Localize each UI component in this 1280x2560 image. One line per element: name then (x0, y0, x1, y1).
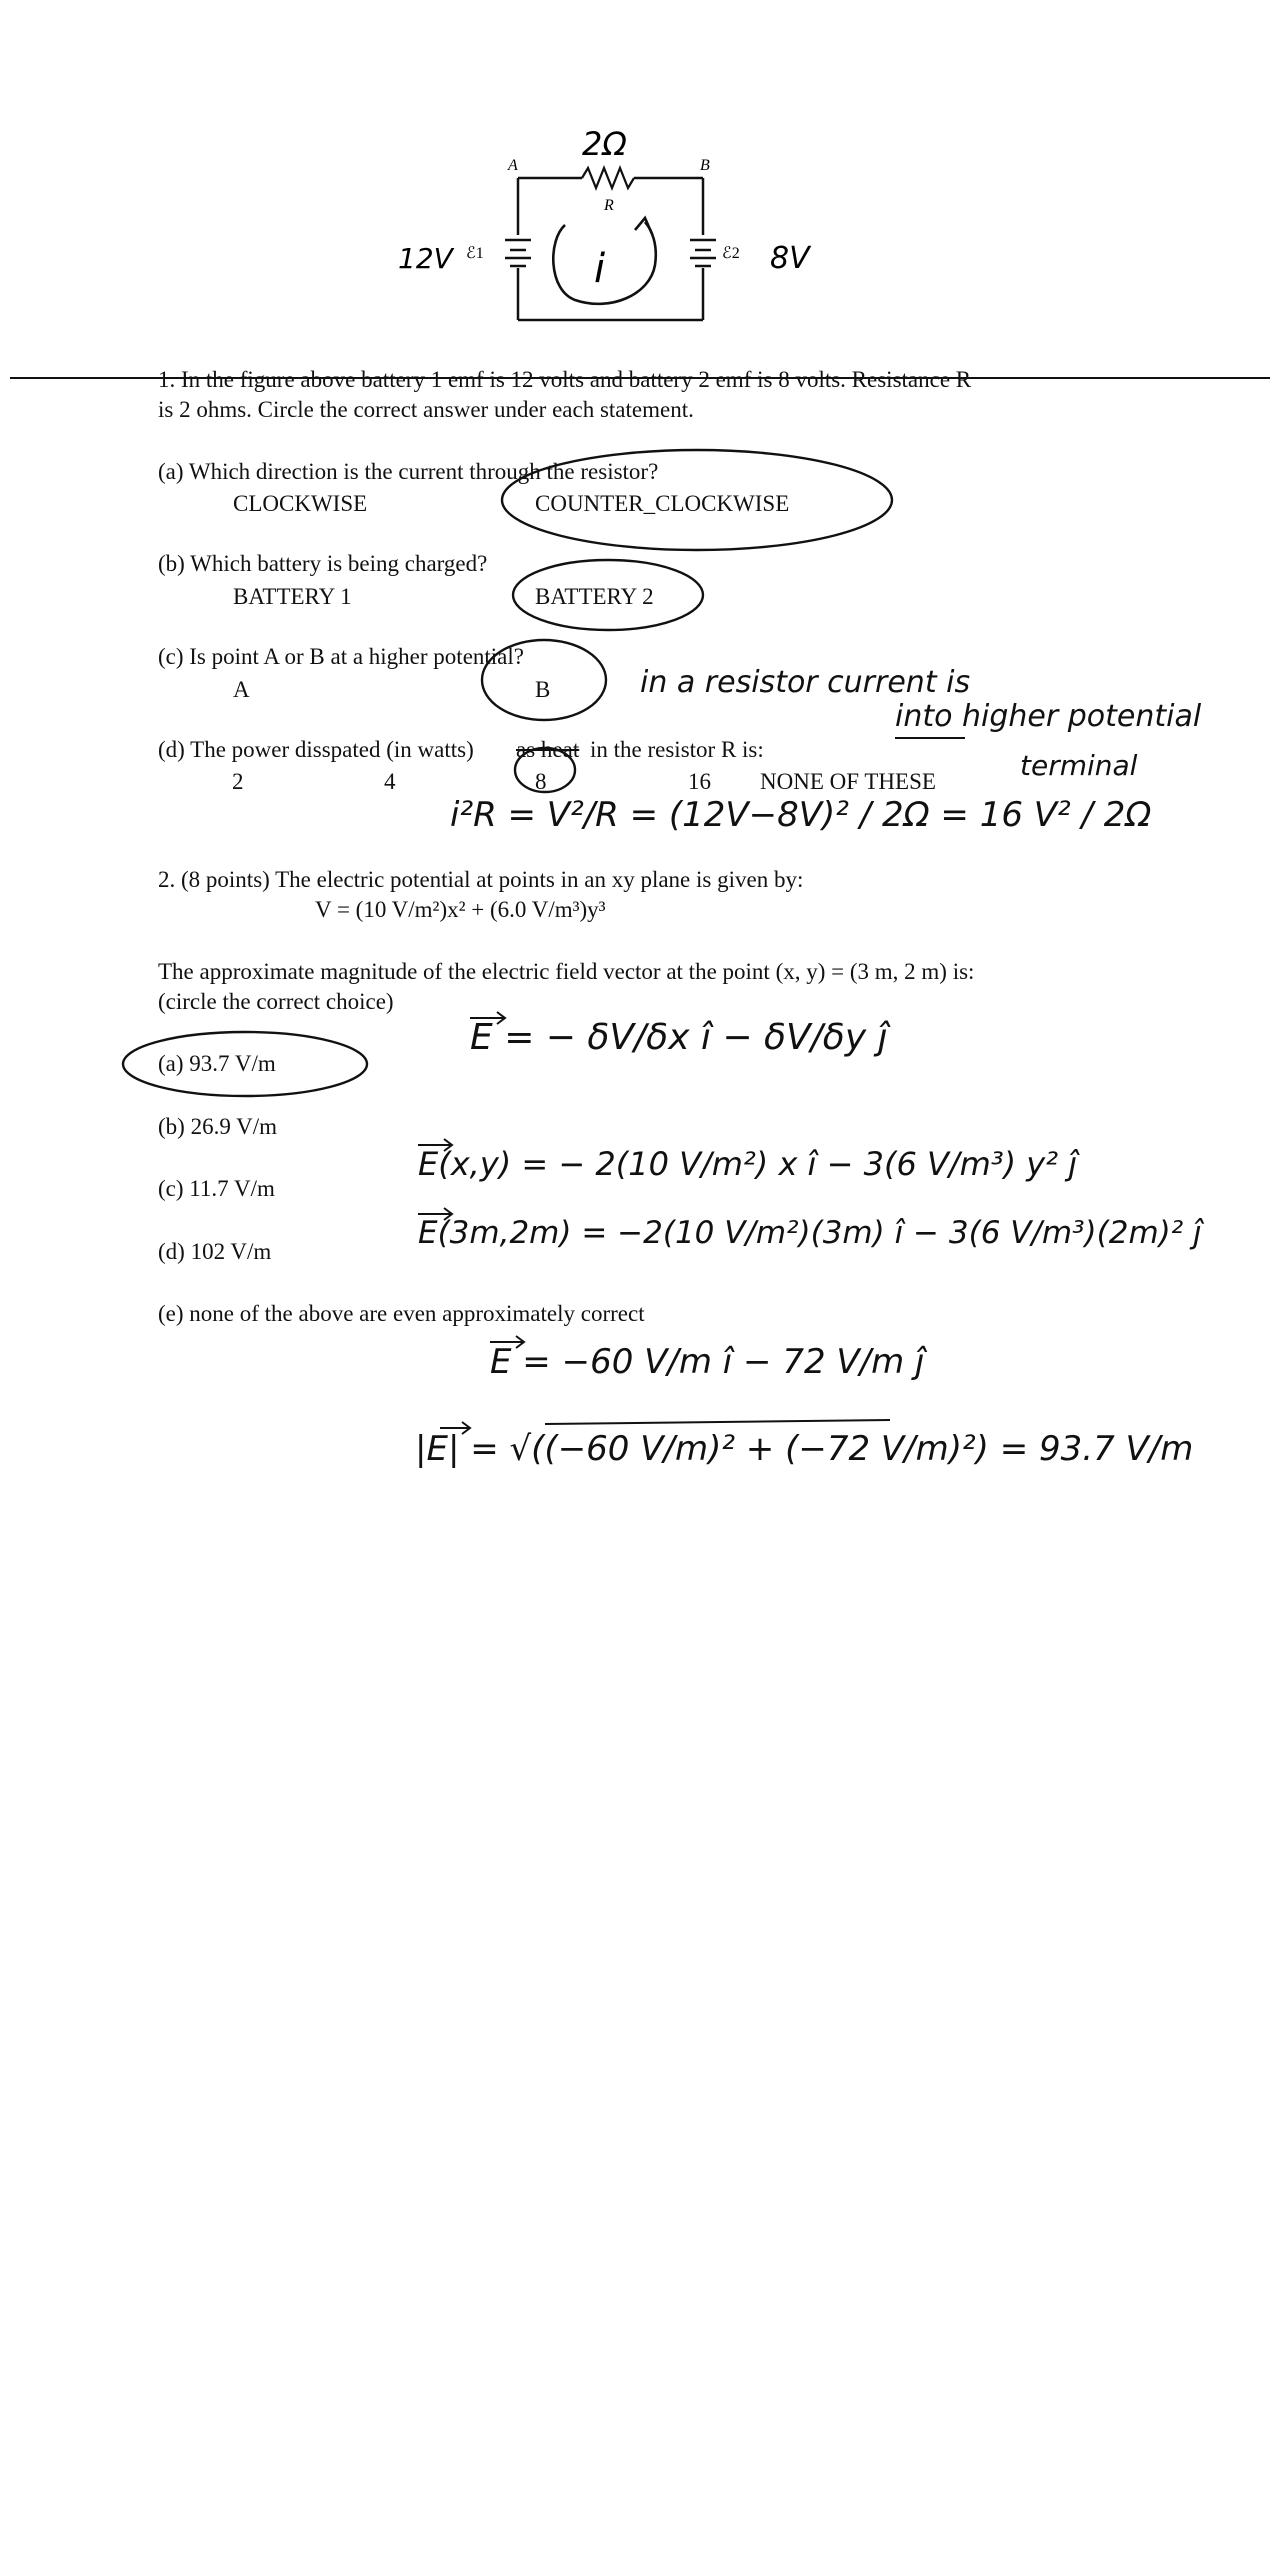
q1d-question-start: (d) The power disspated (in watts) (158, 737, 474, 762)
point-b-label: B (700, 157, 710, 174)
q1a-question: (a) Which direction is the current through the resistor? (158, 459, 659, 484)
point-a-label: A (508, 157, 518, 174)
q1c-option-b[interactable]: B (535, 677, 551, 702)
q2-choice-e[interactable]: (e) none of the above are even approximately correct (158, 1301, 645, 1326)
q1c-note-line1: in a resistor current is (640, 665, 971, 700)
q2-work-line3: E(3m,2m) = −2(10 V/m²)(3m) î − 3(6 V/m³)(2m)² ĵ (418, 1215, 1202, 1251)
q1-intro-line1: 1. In the figure above battery 1 emf is 12 volts and battery 2 emf is 8 volts. Resistance R (158, 367, 972, 392)
circle-choice-a (123, 1032, 367, 1096)
q2-choice-b[interactable]: (b) 26.9 V/m (158, 1114, 278, 1139)
q1-intro-line2: is 2 ohms. Circle the correct answer under each statement. (158, 397, 694, 422)
q1d-option-16[interactable]: 16 (688, 769, 711, 794)
q1c-question: (c) Is point A or B at a higher potential? (158, 644, 524, 669)
q1d-option-2[interactable]: 2 (232, 769, 244, 794)
q2-choice-a[interactable]: (a) 93.7 V/m (158, 1051, 276, 1076)
q2-work-line4: E = −60 V/m î − 72 V/m ĵ (490, 1342, 925, 1382)
q1b-question: (b) Which battery is being charged? (158, 551, 488, 576)
q2-work-line1: E = − δV/δx î − δV/δy ĵ (470, 1017, 888, 1058)
q1d-work: i²R = V²/R = (12V−8V)² / 2Ω = 16 V² / 2Ω (450, 795, 1152, 835)
battery-2-label: ℰ2 (722, 245, 740, 262)
circle-counter-clockwise (502, 450, 892, 550)
left-voltage-label: 12V (398, 242, 453, 275)
q2-choice-d[interactable]: (d) 102 V/m (158, 1239, 272, 1264)
right-voltage-label: 8V (770, 241, 810, 276)
q1d-question-end: in the resistor R is: (590, 737, 764, 762)
battery-1-label: ℰ1 (466, 245, 484, 262)
q1c-note-line3: terminal (1020, 749, 1138, 782)
q1b-option-battery-1[interactable]: BATTERY 1 (233, 584, 352, 609)
q1d-question-strike: as heat (516, 737, 580, 762)
q2-work-line5: |E| = √((−60 V/m)² + (−72 V/m)²) = 93.7 V/m (415, 1429, 1194, 1469)
q2-equation: V = (10 V/m²)x² + (6.0 V/m³)y³ (315, 897, 606, 922)
q1d-option-4[interactable]: 4 (384, 769, 396, 794)
q2-choice-c[interactable]: (c) 11.7 V/m (158, 1176, 275, 1201)
q1d-option-none[interactable]: NONE OF THESE (760, 769, 936, 794)
q2-question: 2. (8 points) The electric potential at points in an xy plane is given by: (158, 867, 804, 892)
q1c-option-a[interactable]: A (233, 677, 250, 702)
circle-point-b (482, 640, 606, 720)
q1b-option-battery-2[interactable]: BATTERY 2 (535, 584, 654, 609)
q1a-option-clockwise[interactable]: CLOCKWISE (233, 491, 368, 516)
resistor-name-label: R (604, 197, 614, 214)
q1c-note-line2: into higher potential (895, 699, 1202, 734)
q2-prompt-line1: The approximate magnitude of the electric field vector at the point (x, y) = (3 m, 2 m) is: (158, 959, 975, 984)
current-symbol: i (594, 246, 606, 292)
q2-prompt-line2: (circle the correct choice) (158, 989, 394, 1014)
q1d-option-8[interactable]: 8 (535, 769, 547, 794)
q1a-option-counter-clockwise[interactable]: COUNTER_CLOCKWISE (535, 491, 790, 516)
resistance-label: 2Ω (582, 125, 627, 163)
q2-work-line2: E(x,y) = − 2(10 V/m²) x î − 3(6 V/m³) y² ĵ (418, 1145, 1078, 1183)
circle-option-8 (515, 748, 575, 792)
circle-battery-2 (513, 560, 703, 630)
